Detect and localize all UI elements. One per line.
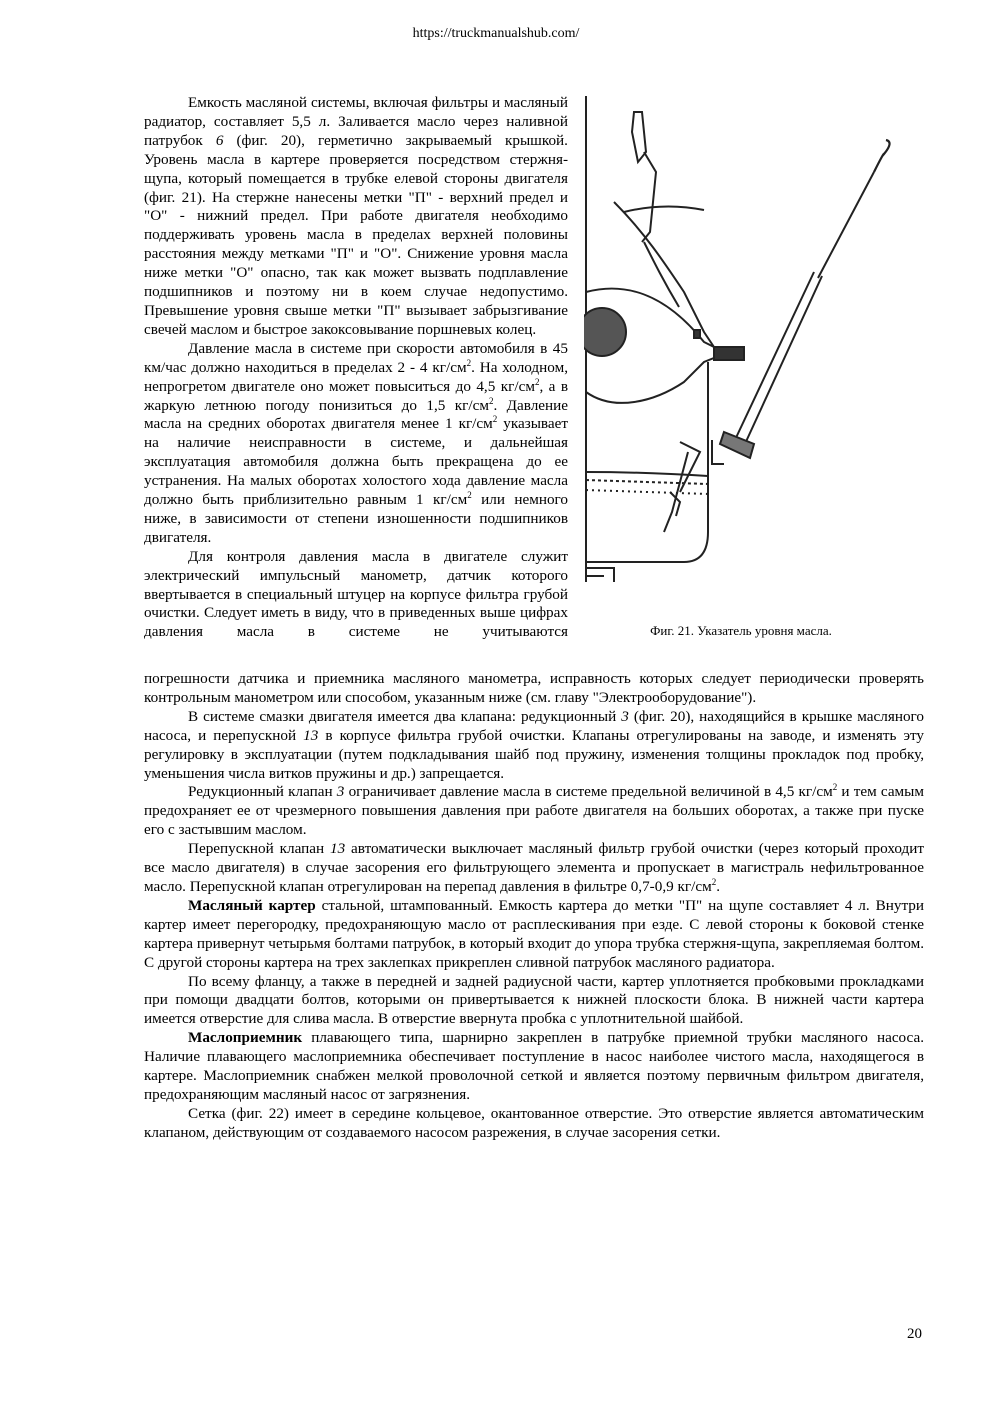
paragraph: Для контроля давления масла в двигателе служит электрический импульсный манометр, датчик которого ввертывается в специальный штуцер на корпусе фильтра грубой очистки. Следует иметь в виду, что в приведенных выше цифрах давления масла в системе не учитываются [144, 547, 568, 641]
paragraph: Сетка (фиг. 22) имеет в середине кольцевое, окантованное отверстие. Это отверстие является автоматическим клапаном, действующим от создаваемого насосом разрежения, в случае засорения сетки. [144, 1104, 924, 1141]
figure-oil-level-dipstick [584, 92, 902, 607]
paragraph: Масляный картер стальной, штампованный. Емкость картера до метки "П" на щупе составляет 4 л. Внутри картер имеет перегородку, предохраняющую масло от расплескивания при езде. С левой стороны к боковой стенке картера привернут четырьмя болтами патрубок, в который входит до упора трубка стержня-щупа, закрепляемая болтом. С другой стороны картера на трех заклепках прикреплен сливной патрубок масляного радиатора. [144, 896, 924, 971]
paragraph: Емкость масляной системы, включая фильтры и масляный радиатор, составляет 5,5 л. Заливается масло через наливной патрубок 6 (фиг. 20), герметично закрываемый крышкой. Уровень масла в картере проверяется посредством стержня-щупа, который помещается в трубке елевой стороны двигателя (фиг. 21). На стержне нанесены метки "П" - верхний предел и "О" - нижний предел. При работе двигателя необходимо поддерживать уровень масла в пределах верхней половины расстояния между метками "П" и "О". Снижение уровня масла ниже метки "О" опасно, так как может вызвать подплавление подшипников и поэтому ни в коем случае недопустимо. Превышение уровня свыше метки "П" вызывает забрызгивание свечей маслом и быстрое закоксовывание поршневых колец. [144, 94, 568, 338]
paragraph: По всему фланцу, а также в передней и задней радиусной части, картер уплотняется пробковыми прокладками при помощи двадцати болтов, которыми он привертывается к нижней плоскости блока. В нижней части картера имеется отверстие для слива масла. В отверстие ввернута пробка с уплотнительной шайбой. [144, 972, 924, 1028]
left-column-text [144, 94, 568, 642]
header-url[interactable]: https://truckmanualshub.com/ [412, 26, 580, 41]
page-number: 20 [907, 1326, 922, 1342]
paragraph: Давление масла в системе при скорости автомобиля в 45 км/час должно находиться в пределах 2 - 4 $кг/см^2$. На холодном, непрогретом двигателе оно может повыситься до 4,5 $кг/см^2$, а в жаркую летнюю погоду понизиться до 1,5 $кг/см^2$. Давление масла на средних оборотах двигателя менее 1 $кг/см^2$ указывает на наличие неисправности в системе, и дальнейшая эксплуатация автомобиля должна быть прекращена до ее устранения. На малых оборотах холостого хода давление масла должно быть приблизительно равным 1 $кг/см^2$ или немного ниже, в зависимости от степени изношенности подшипников двигателя. [144, 339, 569, 546]
paragraph: Перепускной клапан 13 автоматически выключает масляный фильтр грубой очистки (через который проходит все масло двигателя) в случае засорения его фильтрующего элемента и пропускает в магистраль нефильтрованное масло. Перепускной клапан отрегулирован на перепад давления в фильтре 0,7-0,9 $кг/см^2$. [144, 840, 924, 895]
figure-caption: Фиг. 21. Указатель уровня масла. [650, 623, 832, 638]
paragraph: Редукционный клапан 3 ограничивает давление масла в системе предельной величиной в 4,5 $кг/см^2$ и тем самым предохраняет ее от чрезмерного повышения давления при работе двигателя на больших оборотах, а также при пуске его с застывшим маслом. [144, 782, 924, 839]
paragraph: погрешности датчика и приемника масляного манометра, исправность которых следует периодически проверять контрольным манометром или способом, указанным ниже (см. главу "Электрооборудование"). [144, 670, 924, 706]
paragraph: В системе смазки двигателя имеется два клапана: редукционный 3 (фиг. 20), находящийся в крышке масляного насоса, и перепускной 13 в корпусе фильтра грубой очистки. Клапаны отрегулированы на заводе, и изменять эту регулировку в эксплуатации (путем подкладывания шайб под пружину, изменения толщины прокладок под пробку, уменьшения числа витков пружины и др.) запрещается. [144, 707, 925, 782]
paragraph: Маслоприемник плавающего типа, шарнирно закреплен в патрубке приемной трубки масляного насоса. Наличие плавающего маслоприемника обеспечивает поступление в насос наиболее чистого масла, находящегося в картере. Маслоприемник снабжен мелкой проволочной сеткой и является поэтому первичным фильтром двигателя, предохраняющим масляный насос от загрязнения. [144, 1029, 924, 1103]
full-width-text [144, 670, 924, 1143]
